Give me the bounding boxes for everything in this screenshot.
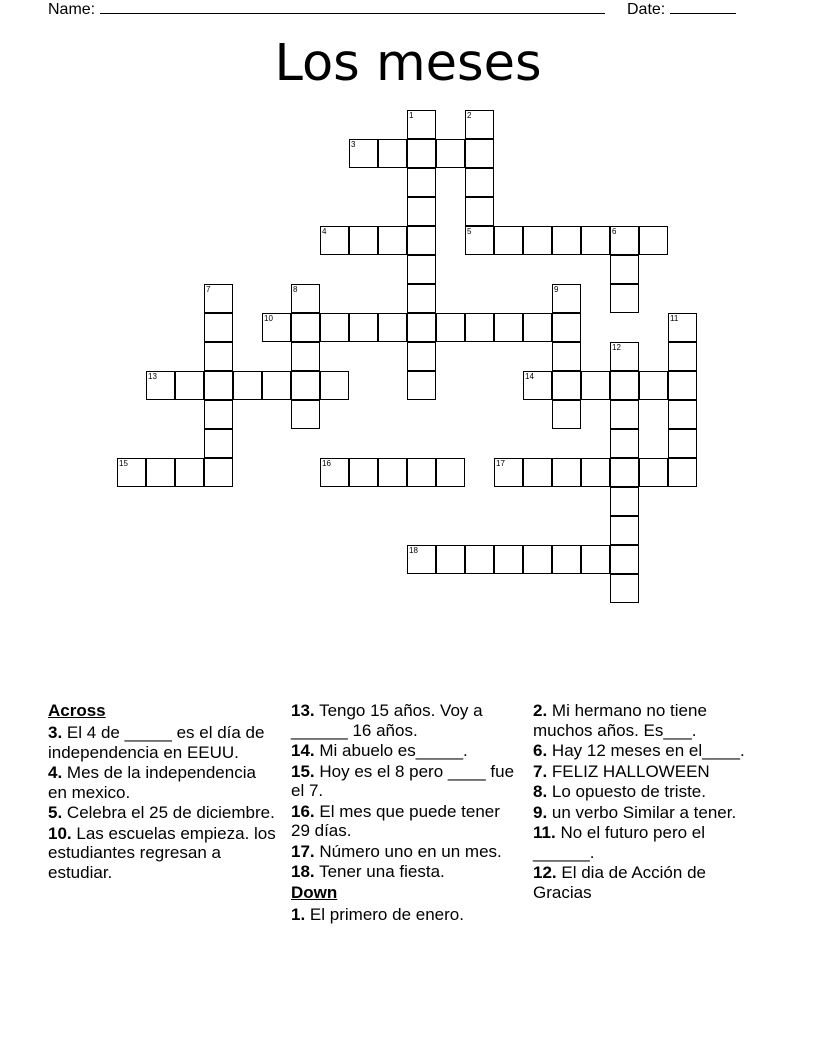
clue-number: 14. [291, 741, 315, 760]
clue-item [48, 763, 276, 802]
grid-cell[interactable] [552, 342, 581, 371]
clue-number-label: 2 [467, 111, 472, 120]
grid-cell[interactable] [407, 313, 436, 342]
clue-number-label: 16 [322, 459, 331, 468]
grid-cell[interactable] [291, 284, 320, 313]
clue-number: 3. [48, 723, 63, 742]
grid-cell[interactable] [465, 139, 494, 168]
grid-cell[interactable] [436, 313, 465, 342]
grid-cell[interactable] [436, 545, 465, 574]
grid-cell[interactable] [610, 516, 639, 545]
grid-cell[interactable] [639, 371, 668, 400]
grid-cell[interactable] [668, 342, 697, 371]
clue-number: 13. [291, 701, 315, 720]
grid-cell[interactable] [349, 139, 378, 168]
clue-number: 17. [291, 841, 315, 861]
grid-cell[interactable] [581, 371, 610, 400]
grid-cell[interactable] [610, 284, 639, 313]
grid-cell[interactable] [204, 371, 233, 400]
grid-cell[interactable] [581, 458, 610, 487]
grid-cell[interactable] [407, 342, 436, 371]
grid-cell[interactable] [291, 371, 320, 400]
clue-text: Celebra el 25 de diciembre. [66, 803, 275, 822]
grid-cell[interactable] [523, 458, 552, 487]
grid-cell[interactable] [175, 458, 204, 487]
clue-item [533, 741, 761, 761]
clue-item [291, 842, 519, 862]
clue-number: 8. [533, 782, 548, 801]
clue-number-label: 1 [409, 111, 414, 120]
clue-item [291, 862, 519, 882]
grid-cell[interactable] [668, 313, 697, 342]
grid-cell[interactable] [146, 458, 175, 487]
clue-number-label: 12 [612, 343, 621, 352]
clues-column-3 [533, 701, 761, 903]
clue-item [48, 803, 276, 823]
clue-text: El mes que puede tener 29 días. [291, 801, 500, 840]
clue-item [48, 824, 276, 883]
clue-item [533, 782, 761, 802]
grid-cell[interactable] [204, 313, 233, 342]
clue-number: 4. [48, 763, 63, 782]
grid-cell[interactable] [407, 139, 436, 168]
clue-text: El primero de enero. [309, 904, 464, 924]
grid-cell[interactable] [175, 371, 204, 400]
grid-cell[interactable] [668, 429, 697, 458]
grid-cell[interactable] [349, 458, 378, 487]
grid-cell[interactable] [523, 371, 552, 400]
grid-cell[interactable] [407, 168, 436, 197]
grid-cell[interactable] [320, 371, 349, 400]
clue-text: No el futuro pero el ______. [533, 823, 706, 862]
grid-cell[interactable] [552, 458, 581, 487]
clue-number: 9. [533, 802, 548, 822]
grid-cell[interactable] [262, 371, 291, 400]
grid-cell[interactable] [407, 545, 436, 574]
grid-cell[interactable] [204, 400, 233, 429]
grid-cell[interactable] [610, 429, 639, 458]
clue-text: Hoy es el 8 pero ____ fue el 7. [291, 761, 515, 800]
clue-item [291, 741, 519, 761]
clue-item [291, 701, 519, 740]
clue-item [533, 863, 761, 902]
clue-text: El 4 de _____ es el día de independencia en EEUU. [48, 723, 265, 762]
clue-item [533, 823, 761, 862]
date-label: Date: [627, 1, 666, 18]
clue-item [291, 905, 519, 925]
grid-cell[interactable] [610, 574, 639, 603]
grid-cell[interactable] [610, 255, 639, 284]
grid-cell[interactable] [204, 342, 233, 371]
clue-item [533, 762, 761, 782]
grid-cell[interactable] [407, 284, 436, 313]
clue-item [291, 802, 519, 841]
clue-number: 1. [291, 904, 306, 924]
grid-cell[interactable] [552, 400, 581, 429]
grid-cell[interactable] [465, 545, 494, 574]
clue-number-label: 11 [670, 314, 679, 323]
grid-cell[interactable] [204, 429, 233, 458]
grid-cell[interactable] [610, 371, 639, 400]
grid-cell[interactable] [117, 458, 146, 487]
grid-cell[interactable] [668, 371, 697, 400]
clue-text: Hay 12 meses en el____. [551, 741, 745, 760]
clue-number: 11. [533, 823, 556, 842]
grid-cell[interactable] [320, 226, 349, 255]
grid-cell[interactable] [494, 545, 523, 574]
clue-number: 7. [533, 761, 548, 781]
grid-cell[interactable] [581, 226, 610, 255]
grid-cell[interactable] [465, 313, 494, 342]
clue-number: 15. [291, 761, 315, 781]
clue-number-label: 7 [206, 285, 211, 294]
clue-number: 6. [533, 741, 548, 760]
clue-number: 18. [291, 862, 315, 881]
clue-number: 2. [533, 701, 548, 720]
grid-cell[interactable] [552, 313, 581, 342]
grid-cell[interactable] [349, 313, 378, 342]
grid-cell[interactable] [407, 371, 436, 400]
section-heading: Across [48, 701, 106, 720]
grid-cell[interactable] [465, 226, 494, 255]
grid-cell[interactable] [610, 400, 639, 429]
clue-number-label: 15 [119, 459, 128, 468]
grid-cell[interactable] [407, 110, 436, 139]
grid-cell[interactable] [465, 110, 494, 139]
clue-text: Mi hermano no tiene muchos años. Es___. [533, 701, 707, 740]
grid-cell[interactable] [436, 458, 465, 487]
grid-cell[interactable] [291, 313, 320, 342]
grid-cell[interactable] [610, 342, 639, 371]
section-heading: Down [291, 882, 338, 902]
clue-number-label: 4 [322, 227, 327, 236]
grid-cell[interactable] [146, 371, 175, 400]
grid-cell[interactable] [262, 313, 291, 342]
clue-number-label: 18 [409, 546, 418, 555]
clue-item [533, 701, 761, 740]
grid-cell[interactable] [610, 458, 639, 487]
grid-cell[interactable] [291, 342, 320, 371]
grid-cell[interactable] [407, 197, 436, 226]
name-label: Name: [48, 1, 96, 18]
grid-cell[interactable] [610, 487, 639, 516]
grid-cell[interactable] [320, 458, 349, 487]
grid-cell[interactable] [204, 458, 233, 487]
grid-cell[interactable] [581, 545, 610, 574]
clue-text: Tener una fiesta. [319, 862, 445, 881]
grid-cell[interactable] [523, 313, 552, 342]
clue-text: Número uno en un mes. [319, 841, 502, 861]
clue-number: 10. [48, 823, 72, 843]
clue-text: Mes de la independencia en mexico. [48, 763, 256, 802]
grid-cell[interactable] [639, 458, 668, 487]
grid-cell[interactable] [407, 255, 436, 284]
grid-cell[interactable] [494, 458, 523, 487]
grid-cell[interactable] [523, 545, 552, 574]
grid-cell[interactable] [320, 313, 349, 342]
grid-cell[interactable] [378, 313, 407, 342]
grid-cell[interactable] [668, 458, 697, 487]
clue-number-label: 13 [148, 372, 157, 381]
grid-cell[interactable] [552, 226, 581, 255]
grid-cell[interactable] [494, 313, 523, 342]
clue-text: FELIZ HALLOWEEN [551, 761, 710, 781]
clue-number-label: 9 [554, 285, 559, 294]
grid-cell[interactable] [668, 400, 697, 429]
clues-column-2 [291, 701, 519, 925]
clue-number-label: 17 [496, 459, 505, 468]
grid-cell[interactable] [407, 226, 436, 255]
grid-cell[interactable] [610, 545, 639, 574]
clue-number-label: 3 [351, 140, 356, 149]
grid-cell[interactable] [552, 545, 581, 574]
grid-cell[interactable] [233, 371, 262, 400]
grid-cell[interactable] [378, 226, 407, 255]
grid-cell[interactable] [291, 400, 320, 429]
clue-number: 12. [533, 863, 557, 882]
grid-cell[interactable] [494, 226, 523, 255]
clue-number: 16. [291, 801, 315, 821]
grid-cell[interactable] [349, 226, 378, 255]
grid-cell[interactable] [639, 226, 668, 255]
clue-number-label: 8 [293, 285, 298, 294]
clue-text: Tengo 15 años. Voy a ______ 16 años. [291, 701, 483, 740]
clue-text: Lo opuesto de triste. [551, 782, 706, 801]
clue-text: El dia de Acción de Gracias [533, 863, 706, 902]
clue-text: Las escuelas empieza. los estudiantes regresan a estudiar. [48, 823, 276, 882]
grid-cell[interactable] [465, 168, 494, 197]
grid-cell[interactable] [465, 197, 494, 226]
grid-cell[interactable] [378, 139, 407, 168]
grid-cell[interactable] [204, 284, 233, 313]
grid-cell[interactable] [523, 226, 552, 255]
clue-item [48, 723, 276, 762]
clue-number-label: 5 [467, 227, 472, 236]
grid-cell[interactable] [436, 139, 465, 168]
grid-cell[interactable] [552, 371, 581, 400]
clue-text: Mi abuelo es_____. [319, 741, 468, 760]
clue-text: un verbo Similar a tener. [551, 802, 737, 822]
page-title: Los meses [274, 34, 542, 93]
clue-item [533, 803, 761, 823]
grid-cell[interactable] [552, 284, 581, 313]
clues-column-1 [48, 701, 276, 883]
clue-number: 5. [48, 803, 63, 822]
clue-number-label: 14 [525, 372, 534, 381]
clues-section [0, 701, 816, 961]
clue-number-label: 6 [612, 227, 617, 236]
grid-cell[interactable] [610, 226, 639, 255]
clue-item [291, 762, 519, 801]
grid-cell[interactable] [378, 458, 407, 487]
clue-number-label: 10 [264, 314, 273, 323]
grid-cell[interactable] [407, 458, 436, 487]
